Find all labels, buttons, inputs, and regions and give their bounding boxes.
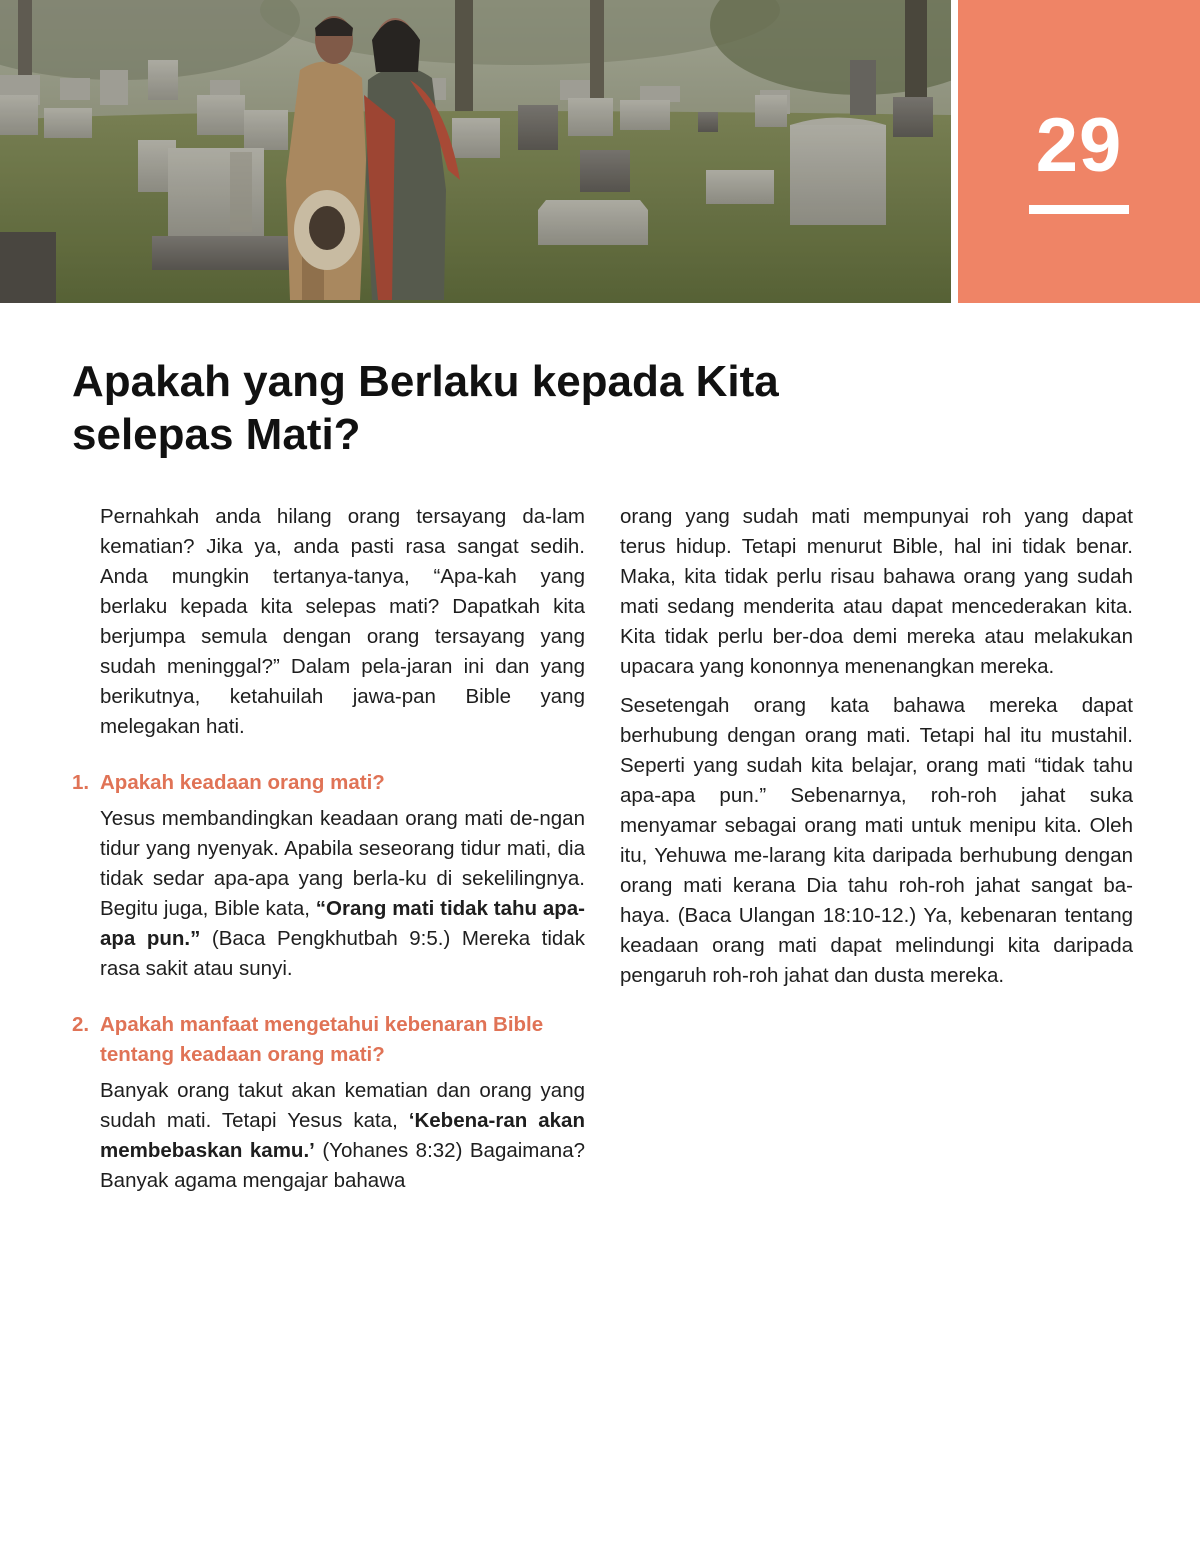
question-number-1: 1. — [72, 771, 90, 794]
answer-1-bold-quote: “Orang mati tidak tahu apa-apa pun.” — [100, 897, 585, 950]
right-column — [620, 502, 1133, 991]
question-number-2: 2. — [72, 1013, 90, 1036]
answer-paragraph-2 — [72, 1076, 585, 1196]
answer-1-text-before: Yesus membandingkan keadaan orang mati de-ngan tidur yang nyenyak. Apabila seseorang tidur mati, dia tidak sedar apa-apa yang berla-ku di sekelilingnya. Begitu juga, Bible kata, — [100, 807, 585, 920]
question-heading-2 — [72, 1010, 585, 1070]
question-text-2: Apakah manfaat mengetahui kebenaran Bible tentang keadaan orang mati? — [100, 1013, 544, 1066]
question-heading-1 — [72, 768, 585, 798]
right-paragraph-1: orang yang sudah mati mempunyai roh yang dapat terus hidup. Tetapi menurut Bible, hal ini tidak benar. Maka, kita tidak perlu risau bahawa orang yang sudah mati sedang menderita atau dapat mencederakan kita. Kita tidak perlu ber-doa demi mereka atau melakukan upacara yang kononnya menenangkan mereka. — [620, 505, 1133, 678]
answer-2-bold-quote: ‘Kebena-ran akan membebaskan kamu.’ — [100, 1109, 585, 1162]
right-paragraph-2: Sesetengah orang kata bahawa mereka dapat berhubung dengan orang mati. Tetapi hal itu mustahil. Seperti yang sudah kita belajar, orang mati “tidak tahu apa-apa pun.” Sebenarnya, roh-roh jahat suka menyamar sebagai orang mati untuk menipu kita. Oleh itu, Yehuwa me-larang kita daripada berhubung dengan orang mati kerana Dia tahu roh-roh jahat sangat ba-haya. (Baca Ulangan 18:10-12.) Ya, kebenaran tentang keadaan orang mati dapat melindungi kita daripada pengaruh roh-roh jahat dan dusta mereka. — [620, 694, 1133, 987]
intro-paragraph: Pernahkah anda hilang orang tersayang da-lam kematian? Jika ya, anda pasti rasa sangat sedih. Anda mungkin tertanya-tanya, “Apa-kah yang berlaku kepada kita selepas mati? Dapatkah kita berjumpa semula dengan orang tersayang yang sudah meninggal?” Dalam pela-jaran ini dan yang berikutnya, ketahuilah jawa-pan Bible yang melegakan hati. — [100, 505, 585, 738]
title-line-1: Apakah yang Berlaku kepada Kita — [72, 357, 779, 406]
answer-2-text-before: Banyak orang takut akan kematian dan orang yang sudah mati. Tetapi Yesus kata, — [100, 1079, 585, 1132]
left-column — [72, 502, 585, 1196]
number-underline — [1029, 205, 1129, 214]
answer-1-text-after: (Baca Pengkhutbah 9:5.) Mereka tidak rasa sakit atau sunyi. — [100, 927, 585, 980]
page-title — [72, 355, 952, 461]
question-text-1: Apakah keadaan orang mati? — [100, 771, 385, 794]
cemetery-scene-image — [0, 0, 951, 303]
header-photo — [0, 0, 951, 303]
lesson-number-box — [958, 0, 1200, 303]
answer-paragraph-1 — [72, 804, 585, 984]
title-line-2: selepas Mati? — [72, 410, 361, 459]
lesson-number: 29 — [1035, 103, 1123, 188]
answer-2-text-after: (Yohanes 8:32) Bagaimana? Banyak agama mengajar bahawa — [100, 1139, 585, 1192]
